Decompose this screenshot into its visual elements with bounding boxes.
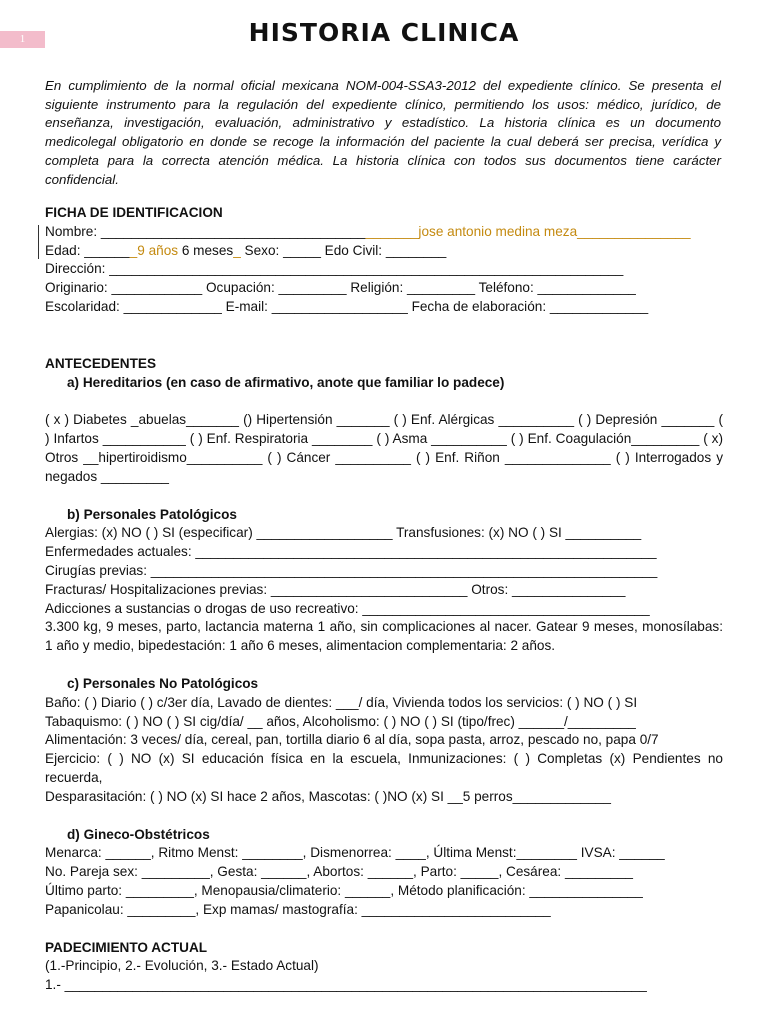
intro-paragraph: En cumplimiento de la normal oficial mexicana NOM-004-SSA3-2012 del expediente clínico. Se presenta el siguiente instrumento para la regulación del expediente clínico, permitiendo los usos: médico, jurídico, de enseñanza, investigación, evaluación, administrativo y estadístico. La historia clínica es un documento medicolegal obligatorio en donde se recoge la información del paciente la cual deberá ser precisa, verídica y completa para la correcta atención médica. La historia clínica con todos sus documentos tiene carácter confidencial. bbox=[45, 78, 721, 187]
edad-value[interactable]: _9 años bbox=[129, 242, 182, 258]
page-number-badge: 1 bbox=[0, 31, 45, 48]
gineco-heading: d) Gineco-Obstétricos bbox=[67, 826, 210, 842]
direccion-line[interactable]: Dirección: ____________________________________________________________________ bbox=[45, 261, 624, 277]
padecimiento-sub: (1.-Principio, 2.- Evolución, 3.- Estado Actual) bbox=[45, 958, 319, 974]
nombre-value[interactable]: _______jose antonio medina meza_______________ bbox=[365, 223, 691, 239]
alimentacion-line[interactable]: Alimentación: 3 veces/ día, cereal, pan, tortilla diario 6 al día, sopa pasta, arroz, pescado no, papa 0/7 bbox=[45, 732, 659, 748]
text-cursor bbox=[38, 225, 39, 259]
edad-rest: Sexo: _____ Edo Civil: ________ bbox=[240, 242, 447, 258]
no-patologicos-heading: c) Personales No Patológicos bbox=[67, 675, 259, 691]
gineco-line-2[interactable]: No. Pareja sex: _________, Gesta: ______, Abortos: ______, Parto: _____, Cesárea: _________ bbox=[45, 864, 633, 880]
cirugias-line[interactable]: Cirugías previas: ___________________________________________________________________ bbox=[45, 562, 658, 578]
form-body bbox=[45, 204, 723, 995]
nombre-blank: ___________________________________ bbox=[97, 223, 366, 239]
nombre-line[interactable] bbox=[45, 223, 723, 242]
padecimiento-heading: PADECIMIENTO ACTUAL bbox=[45, 939, 208, 955]
gineco-line-3[interactable]: Último parto: _________, Menopausia/climaterio: ______, Método planificación: _______________ bbox=[45, 882, 643, 898]
gineco-line-1[interactable]: Menarca: ______, Ritmo Menst: ________, Dismenorrea: ____, Última Menst:________ IVSA: ______ bbox=[45, 845, 665, 861]
edad-meses: 6 meses bbox=[181, 242, 234, 258]
ejercicio-line[interactable]: Ejercicio: ( ) NO (x) SI educación física en la escuela, Inmunizaciones: ( ) Completas (x) Pendientes no recuerda, bbox=[45, 751, 723, 785]
desparasitacion-line[interactable]: Desparasitación: ( ) NO (x) SI hace 2 años, Mascotas: ( )NO (x) SI __5 perros_____________ bbox=[45, 788, 611, 804]
nombre-label: Nombre: bbox=[45, 223, 98, 239]
gineco-line-4[interactable]: Papanicolau: _________, Exp mamas/ mastografía: _________________________ bbox=[45, 901, 551, 917]
edad-line[interactable] bbox=[45, 242, 723, 261]
edad-underscore: _ bbox=[233, 242, 241, 258]
originario-line[interactable]: Originario: ____________ Ocupación: _________ Religión: _________ Teléfono: _____________ bbox=[45, 280, 636, 296]
adicciones-line[interactable]: Adicciones a sustancias o drogas de uso recreativo: ______________________________________ bbox=[45, 600, 650, 616]
padecimiento-line-1[interactable]: 1.- _____________________________________________________________________________ bbox=[45, 977, 647, 993]
escolaridad-line[interactable]: Escolaridad: _____________ E-mail: __________________ Fecha de elaboración: _____________ bbox=[45, 298, 649, 314]
ficha-heading: FICHA DE IDENTIFICACION bbox=[45, 205, 223, 220]
alergias-line[interactable]: Alergias: (x) NO ( ) SI (especificar) __________________ Transfusiones: (x) NO ( ) SI __________ bbox=[45, 525, 642, 541]
bano-line[interactable]: Baño: ( ) Diario ( ) c/3er día, Lavado de dientes: ___/ día, Vivienda todos los servicios: ( ) NO ( ) SI bbox=[45, 694, 638, 710]
patologicos-heading: b) Personales Patológicos bbox=[67, 506, 237, 522]
fracturas-line[interactable]: Fracturas/ Hospitalizaciones previas: __________________________ Otros: _______________ bbox=[45, 581, 626, 597]
hereditarios-heading: a) Hereditarios (en caso de afirmativo, anote que familiar lo padece) bbox=[67, 374, 505, 390]
enfermedades-line[interactable]: Enfermedades actuales: _____________________________________________________________ bbox=[45, 544, 657, 560]
page-title: HISTORIA CLINICA bbox=[248, 18, 520, 47]
patologicos-notas[interactable]: 3.300 kg, 9 meses, parto, lactancia materna 1 año, sin complicaciones al nacer. Gatear 9 meses, monosílabas: 1 año y medio, bipedestación: 1 año 6 meses, alimentacion complementaria: 2 años. bbox=[45, 619, 723, 654]
tabaquismo-line[interactable]: Tabaquismo: ( ) NO ( ) SI cig/día/ __ años, Alcoholismo: ( ) NO ( ) SI (tipo/frec) ______/_________ bbox=[45, 713, 636, 729]
antecedentes-heading: ANTECEDENTES bbox=[45, 355, 157, 371]
edad-label: Edad: ______ bbox=[45, 242, 130, 258]
hereditarios-text[interactable]: ( x ) Diabetes _abuelas_______ () Hipertensión _______ ( ) Enf. Alérgicas __________ ( ) Depresión _______ ( ) Infartos ___________ ( ) Enf. Respiratoria ________ ( ) Asma __________ ( ) Enf. Coagulación_________ ( x) Otros __hipertiroidismo__________ ( ) Cáncer __________ ( ) Enf. Riñon ______________ ( ) Interrogados y negados _________ bbox=[45, 412, 723, 484]
